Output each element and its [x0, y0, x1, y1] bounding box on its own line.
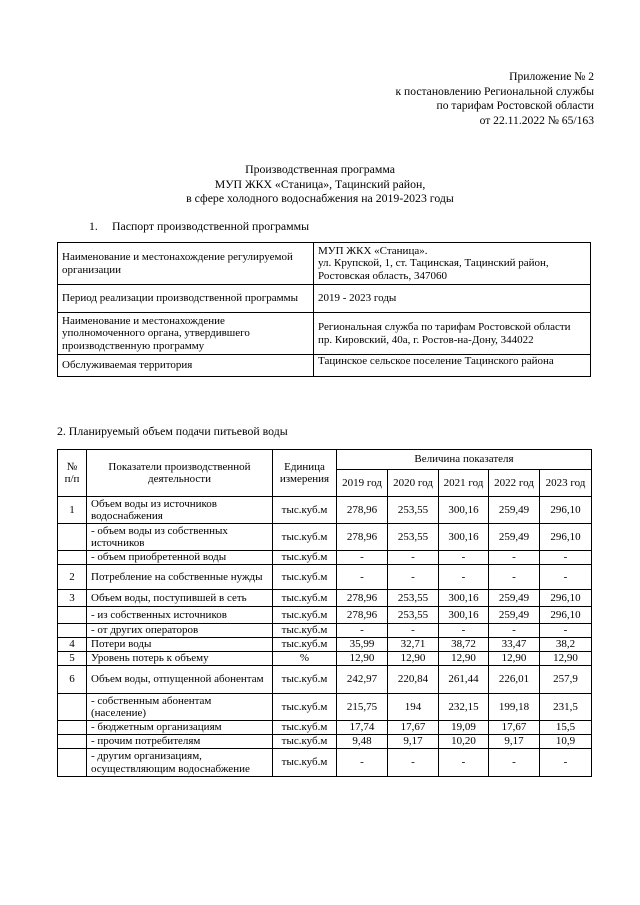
row-number — [58, 551, 87, 565]
row-value: - — [388, 565, 439, 590]
row-value: 253,55 — [388, 497, 439, 524]
title-line: МУП ЖКХ «Станица», Тацинский район, — [214, 176, 426, 191]
row-number — [58, 749, 87, 777]
row-unit: тыс.куб.м — [273, 590, 337, 607]
title-line: Производственная программа — [245, 162, 395, 176]
row-value: 35,99 — [337, 638, 388, 652]
row-value: 10,9 — [540, 735, 592, 749]
row-indicator: - из собственных источников — [87, 607, 273, 624]
row-value: 232,15 — [439, 694, 489, 721]
row-value: 296,10 — [540, 524, 592, 551]
row-number: 4 — [58, 638, 87, 652]
row-indicator: Потребление на собственные нужды — [87, 565, 273, 590]
row-indicator: Объем воды, поступившей в сеть — [87, 590, 273, 607]
passport-row — [58, 243, 591, 285]
row-value: 259,49 — [489, 590, 540, 607]
row-value: 300,16 — [439, 497, 489, 524]
row-value: 12,90 — [489, 652, 540, 666]
passport-value-line: МУП ЖКХ «Станица». — [318, 244, 428, 257]
row-value: 220,84 — [388, 666, 439, 694]
row-value: - — [337, 565, 388, 590]
appendix-line: к постановлению Региональной службы — [395, 84, 594, 98]
header-unit: Единица измерения — [273, 450, 337, 497]
volume-table — [57, 449, 592, 777]
row-unit: тыс.куб.м — [273, 735, 337, 749]
row-value: 215,75 — [337, 694, 388, 721]
passport-value-line: Ростовская область, 347060 — [318, 269, 447, 282]
row-value: 12,90 — [540, 652, 592, 666]
section-number: 1. — [89, 219, 98, 233]
table-row — [58, 565, 592, 590]
section-title: Паспорт производственной программы — [111, 219, 309, 233]
row-value: 278,96 — [337, 607, 388, 624]
row-value: - — [439, 624, 489, 638]
row-value: - — [388, 624, 439, 638]
passport-row — [58, 285, 591, 313]
appendix-header — [396, 70, 595, 128]
row-indicator: - собственным абонентам (население) — [87, 694, 273, 721]
row-number — [58, 694, 87, 721]
row-unit: тыс.куб.м — [273, 607, 337, 624]
row-value: 257,9 — [540, 666, 592, 694]
row-value: 278,96 — [337, 590, 388, 607]
row-value: 199,18 — [489, 694, 540, 721]
row-unit: тыс.куб.м — [273, 565, 337, 590]
table-row — [58, 694, 592, 721]
header-indicator: Показатели производственной деятельности — [87, 450, 273, 497]
header-year: 2020 год — [388, 470, 439, 497]
passport-label: Наименование и местонахождение регулируемой организации — [58, 243, 314, 285]
passport-value-line: пр. Кировский, 40а, г. Ростов-на-Дону, 344022 — [318, 333, 534, 346]
row-indicator: Объем воды из источников водоснабжения — [87, 497, 273, 524]
passport-value-line: 2019 - 2023 годы — [318, 292, 397, 305]
row-number: 5 — [58, 652, 87, 666]
passport-label: Обслуживаемая территория — [58, 355, 314, 377]
row-indicator: - объем приобретенной воды — [87, 551, 273, 565]
row-value: 259,49 — [489, 524, 540, 551]
passport-value-line: Региональная служба по тарифам Ростовской области — [318, 321, 571, 333]
row-value: 278,96 — [337, 524, 388, 551]
row-value: 9,48 — [337, 735, 388, 749]
row-value: - — [540, 749, 592, 777]
row-value: 17,74 — [337, 721, 388, 735]
table-row — [58, 652, 592, 666]
row-value: - — [540, 565, 592, 590]
row-unit: тыс.куб.м — [273, 624, 337, 638]
table-row — [58, 666, 592, 694]
table-row — [58, 749, 592, 777]
row-value: 38,2 — [540, 638, 592, 652]
row-value: 32,71 — [388, 638, 439, 652]
row-number — [58, 735, 87, 749]
row-value: 259,49 — [489, 497, 540, 524]
table-row — [58, 607, 592, 624]
row-value: 12,90 — [337, 652, 388, 666]
row-unit: тыс.куб.м — [273, 497, 337, 524]
row-indicator: - другим организациям, осуществляющим водоснабжение — [87, 749, 273, 777]
passport-row — [58, 355, 591, 377]
row-unit: тыс.куб.м — [273, 638, 337, 652]
row-indicator: - прочим потребителям — [87, 735, 273, 749]
row-indicator: - объем воды из собственных источников — [87, 524, 273, 551]
table-row — [58, 524, 592, 551]
passport-label: Наименование и местонахождение уполномоченного органа, утвердившего производственную программу — [58, 313, 314, 355]
row-value: 300,16 — [439, 524, 489, 551]
row-value: 12,90 — [388, 652, 439, 666]
row-value: - — [337, 624, 388, 638]
row-value: - — [439, 565, 489, 590]
passport-value-line: ул. Крупской, 1, ст. Тацинская, Тацинский район, — [318, 257, 549, 270]
row-value: 226,01 — [489, 666, 540, 694]
row-value: 259,49 — [489, 607, 540, 624]
table-row — [58, 590, 592, 607]
row-value: 194 — [388, 694, 439, 721]
table-row — [58, 551, 592, 565]
row-unit: % — [273, 652, 337, 666]
row-value: - — [439, 749, 489, 777]
row-value: - — [489, 551, 540, 565]
row-value: 19,09 — [439, 721, 489, 735]
row-value: 300,16 — [439, 590, 489, 607]
row-value: 9,17 — [489, 735, 540, 749]
row-number — [58, 624, 87, 638]
header-year: 2021 год — [439, 470, 489, 497]
row-value: 242,97 — [337, 666, 388, 694]
row-unit: тыс.куб.м — [273, 721, 337, 735]
row-indicator: Объем воды, отпущенной абонентам — [87, 666, 273, 694]
row-unit: тыс.куб.м — [273, 666, 337, 694]
row-value: 15,5 — [540, 721, 592, 735]
row-value: 278,96 — [337, 497, 388, 524]
header-value-group: Величина показателя — [337, 450, 592, 470]
row-unit: тыс.куб.м — [273, 524, 337, 551]
header-year: 2019 год — [337, 470, 388, 497]
table-row — [58, 638, 592, 652]
row-value: - — [489, 624, 540, 638]
table-header-row — [58, 450, 592, 470]
row-value: 300,16 — [439, 607, 489, 624]
row-number: 2 — [58, 565, 87, 590]
header-num: № п/п — [58, 450, 87, 497]
passport-value-line: Тацинское сельское поселение Тацинского района — [318, 355, 554, 367]
row-number — [58, 721, 87, 735]
table-row — [58, 624, 592, 638]
row-value: 253,55 — [388, 607, 439, 624]
passport-value — [314, 355, 591, 377]
row-value: 33,47 — [489, 638, 540, 652]
row-value: - — [489, 565, 540, 590]
appendix-line: Приложение № 2 — [509, 70, 594, 83]
document-title — [0, 162, 640, 206]
passport-value — [314, 243, 591, 285]
table-row — [58, 721, 592, 735]
row-value: - — [337, 551, 388, 565]
row-value: - — [388, 551, 439, 565]
row-indicator: - бюджетным организациям — [87, 721, 273, 735]
row-unit: тыс.куб.м — [273, 749, 337, 777]
row-value: 253,55 — [388, 524, 439, 551]
section-2-heading: 2. Планируемый объем подачи питьевой воды — [57, 424, 288, 438]
row-number: 3 — [58, 590, 87, 607]
section-1-heading — [89, 219, 309, 234]
row-number — [58, 524, 87, 551]
header-year: 2022 год — [489, 470, 540, 497]
passport-value — [314, 313, 591, 355]
passport-table — [57, 242, 591, 377]
row-value: 38,72 — [439, 638, 489, 652]
row-unit: тыс.куб.м — [273, 694, 337, 721]
row-value: - — [540, 551, 592, 565]
passport-row — [58, 313, 591, 355]
row-value: 231,5 — [540, 694, 592, 721]
row-value: 12,90 — [439, 652, 489, 666]
row-number: 6 — [58, 666, 87, 694]
row-number — [58, 607, 87, 624]
title-line: в сфере холодного водоснабжения на 2019-2023 годы — [186, 191, 454, 205]
row-value: 10,20 — [439, 735, 489, 749]
row-value: 261,44 — [439, 666, 489, 694]
row-value: 296,10 — [540, 607, 592, 624]
row-value: - — [439, 551, 489, 565]
passport-value — [314, 285, 591, 313]
row-value: 17,67 — [388, 721, 439, 735]
row-value: - — [489, 749, 540, 777]
table-row — [58, 497, 592, 524]
row-indicator: Потери воды — [87, 638, 273, 652]
row-value: 296,10 — [540, 590, 592, 607]
row-number: 1 — [58, 497, 87, 524]
header-year: 2023 год — [540, 470, 592, 497]
row-unit: тыс.куб.м — [273, 551, 337, 565]
passport-label: Период реализации производственной программы — [58, 285, 314, 313]
row-value: 253,55 — [388, 590, 439, 607]
row-value: 9,17 — [388, 735, 439, 749]
row-value: 296,10 — [540, 497, 592, 524]
appendix-line: по тарифам Ростовской области — [436, 99, 594, 112]
row-indicator: Уровень потерь к объему — [87, 652, 273, 666]
row-value: - — [388, 749, 439, 777]
appendix-line: от 22.11.2022 № 65/163 — [479, 113, 594, 127]
row-value: - — [540, 624, 592, 638]
row-indicator: - от других операторов — [87, 624, 273, 638]
row-value: 17,67 — [489, 721, 540, 735]
table-row — [58, 735, 592, 749]
row-value: - — [337, 749, 388, 777]
